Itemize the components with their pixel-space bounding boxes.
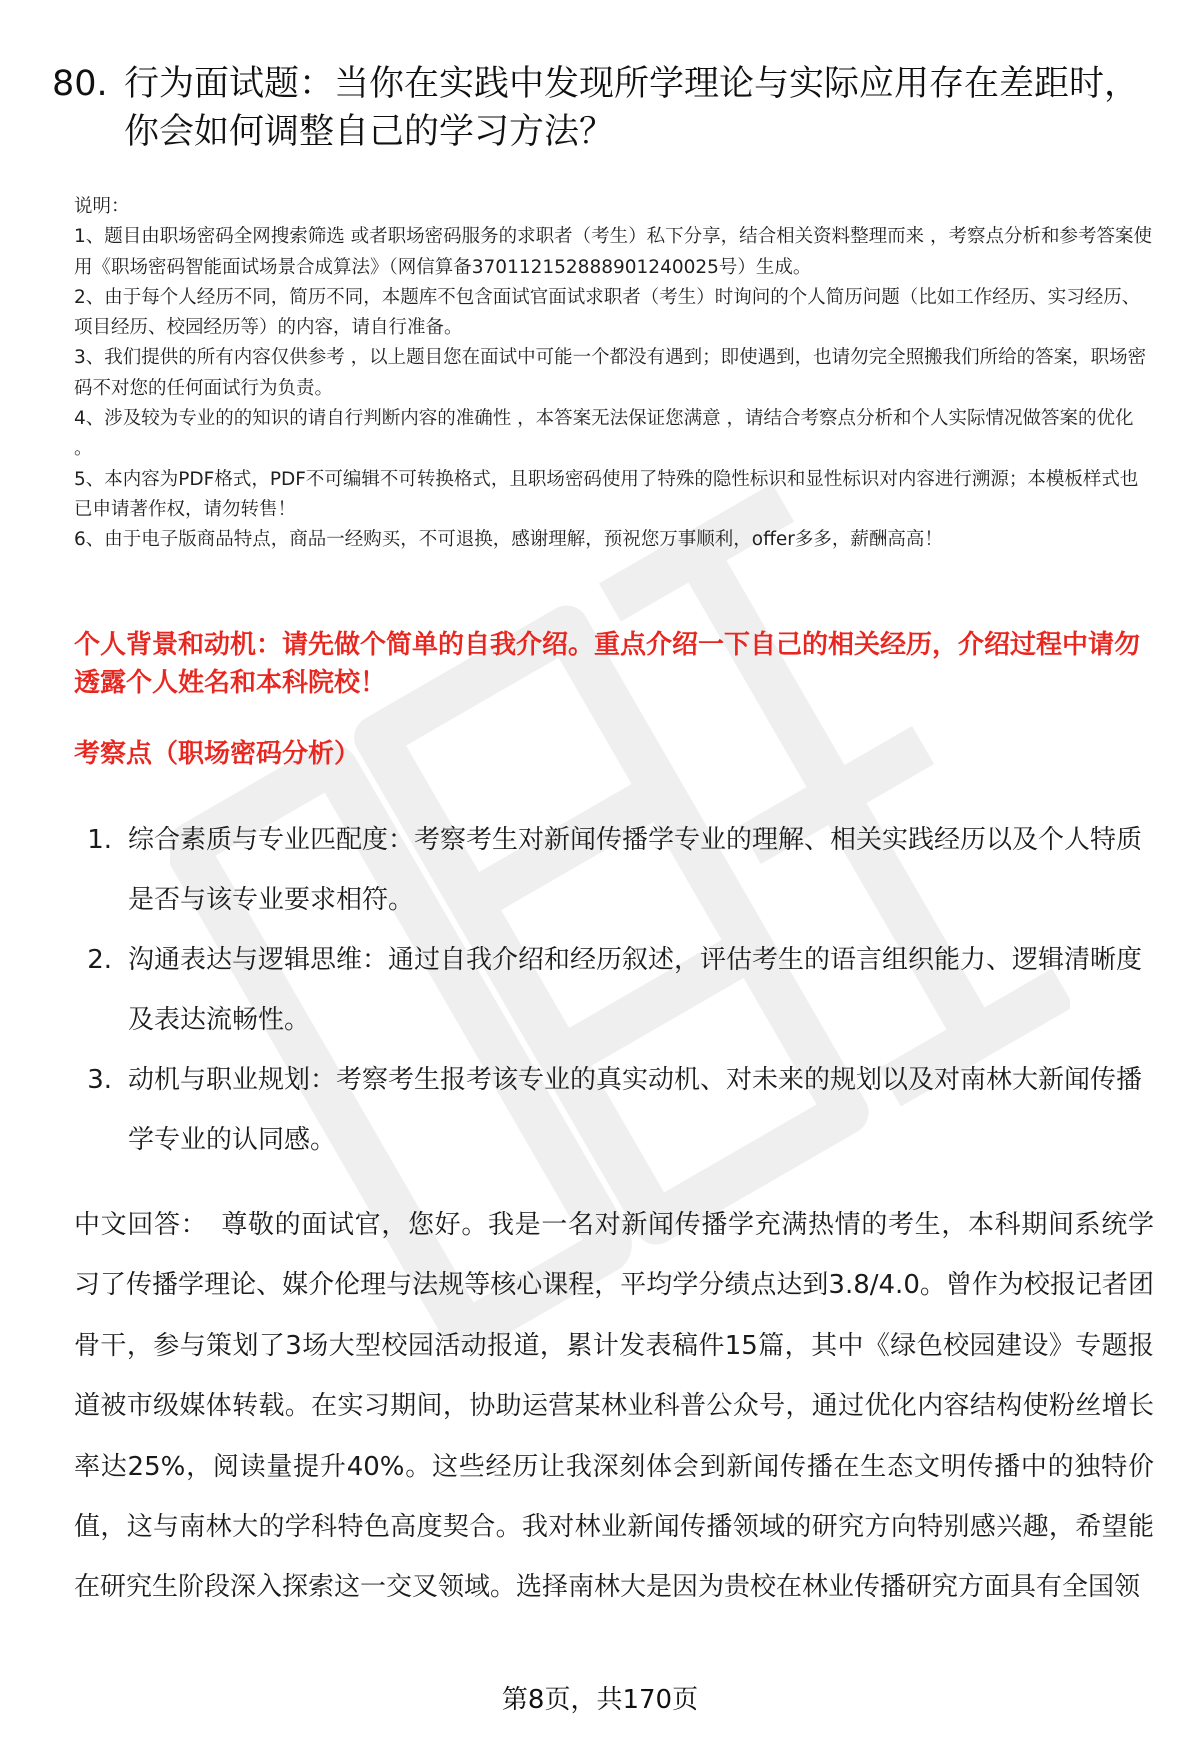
point-number: 3. bbox=[87, 1065, 112, 1095]
question-number: 80. bbox=[52, 64, 108, 104]
analysis-title: 考察点（职场密码分析） bbox=[74, 739, 361, 769]
notes-item-2: 2、由于每个人经历不同，简历不同，本题库不包含面试官面试求职者（考生）时询问的个人简历问题（比如工作经历、实习经历、项目经历、校园经历等）的内容，请自行准备。 bbox=[74, 286, 1141, 339]
notes-item-5: 5、本内容为PDF格式，PDF不可编辑不可转换格式，且职场密码使用了特殊的隐性标识和显性标识对内容进行溯源；本模板样式也已申请著作权，请勿转售！ bbox=[74, 468, 1139, 520]
answer-paragraph bbox=[74, 1195, 1154, 1618]
question-heading bbox=[52, 60, 1152, 156]
background-prompt: 个人背景和动机：请先做个简单的自我介绍。重点介绍一下自己的相关经历，介绍过程中请勿透露个人姓名和本科院校！ bbox=[74, 630, 1141, 698]
point-text: 动机与职业规划：考察考生报考该专业的真实动机、对未来的规划以及对南林大新闻传播学专业的认同感。 bbox=[128, 1065, 1143, 1155]
analysis-point bbox=[74, 810, 1154, 930]
point-text: 综合素质与专业匹配度：考察考生对新闻传播学专业的理解、相关实践经历以及个人特质是否与该专业要求相符。 bbox=[128, 825, 1143, 915]
notes-item-1: 1、题目由职场密码全网搜索筛选 或者职场密码服务的求职者（考生）私下分享，结合相关资料整理而来 ，考察点分析和参考答案使用《职场密码智能面试场景合成算法》（网信算备370112152888901240025号）生成。 bbox=[74, 226, 1153, 278]
analysis-points-list bbox=[74, 810, 1154, 1170]
answer-text: 尊敬的面试官，您好。我是一名对新闻传播学充满热情的考生，本科期间系统学习了传播学理论、媒介伦理与法规等核心课程，平均学分绩点达到3.8/4.0。曾作为校报记者团骨干，参与策划了3场大型校园活动报道，累计发表稿件15篇，其中《绿色校园建设》专题报道被市级媒体转载。在实习期间，协助运营某林业科普公众号，通过优化内容结构使粉丝增长率达25%，阅读量提升40%。这些经历让我深刻体会到新闻传播在生态文明传播中的独特价值，这与南林大的学科特色高度契合。我对林业新闻传播领域的研究方向特别感兴趣，希望能在研究生阶段深入探索这一交叉领域。选择南林大是因为贵校在林业传播研究方面具有全国领 bbox=[74, 1210, 1154, 1603]
point-number: 2. bbox=[87, 945, 112, 975]
analysis-point bbox=[74, 1050, 1154, 1170]
notes-item-4: 4、涉及较为专业的的知识的请自行判断内容的准确性 ，本答案无法保证您满意 ，请结合考察点分析和个人实际情况做答案的优化 。 bbox=[74, 408, 1134, 460]
answer-label: 中文回答： bbox=[74, 1210, 208, 1240]
notes-item-6: 6、由于电子版商品特点，商品一经购买，不可退换，感谢理解，预祝您万事顺利，offer多多，薪酬高高！ bbox=[74, 529, 943, 551]
notes-title: 说明： bbox=[74, 196, 130, 217]
page-number-footer: 第8页，共170页 bbox=[501, 1685, 699, 1715]
question-text: 行为面试题：当你在实践中发现所学理论与实际应用存在差距时，你会如何调整自己的学习方法？ bbox=[124, 64, 1140, 152]
notes-item-3: 3、我们提供的所有内容仅供参考 ，以上题目您在面试中可能一个都没有遇到；即使遇到，也请勿完全照搬我们所给的答案，职场密码不对您的任何面试行为负责。 bbox=[74, 347, 1147, 399]
point-number: 1. bbox=[87, 825, 112, 855]
point-text: 沟通表达与逻辑思维：通过自我介绍和经历叙述，评估考生的语言组织能力、逻辑清晰度及表达流畅性。 bbox=[128, 945, 1143, 1035]
analysis-point bbox=[74, 930, 1154, 1050]
notes-block bbox=[74, 192, 1154, 556]
